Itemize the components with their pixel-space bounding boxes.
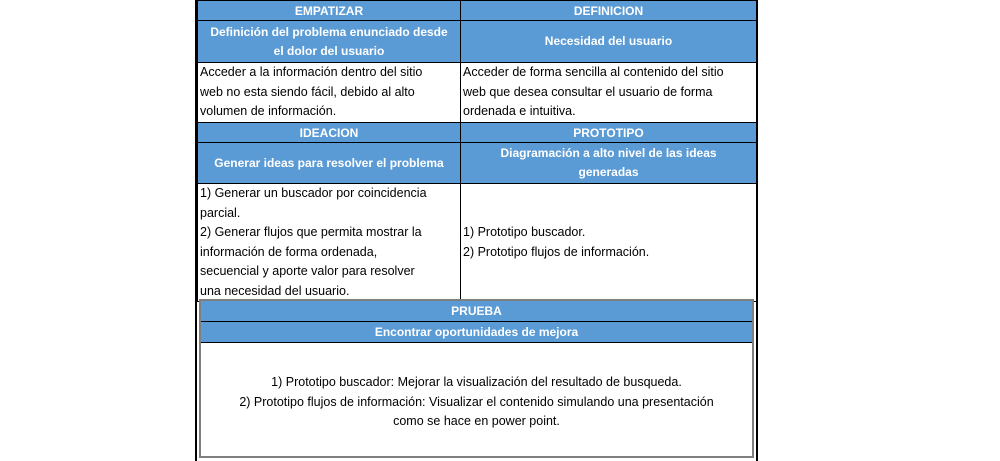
empatizar-subheader-line: el dolor del usuario bbox=[273, 43, 385, 58]
ideacion-body-line: información de forma ordenada, bbox=[200, 244, 378, 259]
definicion-body-line: Acceder de forma sencilla al contenido del sitio bbox=[463, 65, 724, 80]
prueba-body-line: como se hace en power point. bbox=[393, 414, 560, 428]
design-thinking-sheet bbox=[195, 0, 758, 461]
phases-table bbox=[197, 0, 757, 302]
prototipo-subheader bbox=[461, 143, 757, 184]
ideacion-body-line: secuencial y aporte valor para resolver bbox=[200, 264, 415, 278]
prueba-body-line: 2) Prototipo flujos de información: Visualizar el contenido simulando una presentación bbox=[239, 394, 714, 409]
prototipo-subheader-line: generadas bbox=[578, 165, 639, 179]
ideacion-body-line: 2) Generar flujos que permita mostrar la bbox=[200, 225, 422, 239]
empatizar-subheader-line: Definición del problema enunciado desde bbox=[210, 24, 448, 39]
prueba-body bbox=[201, 343, 752, 432]
definicion-body-line: web que desea consultar el usuario de forma bbox=[463, 84, 713, 99]
empatizar-header: EMPATIZAR bbox=[198, 1, 461, 21]
prototipo-body-line: 1) Prototipo buscador. bbox=[463, 225, 586, 239]
ideacion-header: IDEACION bbox=[198, 123, 461, 143]
prototipo-header: PROTOTIPO bbox=[461, 123, 757, 143]
ideacion-body-line: 1) Generar un buscador por coincidencia bbox=[200, 186, 427, 200]
definicion-header: DEFINICION bbox=[461, 1, 757, 21]
ideacion-body bbox=[198, 184, 461, 302]
definicion-body bbox=[461, 63, 757, 123]
ideacion-subheader: Generar ideas para resolver el problema bbox=[198, 143, 461, 184]
empatizar-body-line: Acceder a la información dentro del sitio bbox=[200, 65, 423, 80]
empatizar-subheader bbox=[198, 21, 461, 63]
prueba-section bbox=[199, 299, 754, 458]
definicion-body-line: ordenada e intuitiva. bbox=[463, 104, 576, 119]
prototipo-subheader-line: Diagramación a alto nivel de las ideas bbox=[500, 146, 717, 160]
ideacion-body-line: una necesidad del usuario. bbox=[200, 283, 350, 298]
prueba-header: PRUEBA bbox=[201, 301, 752, 322]
ideacion-body-line: parcial. bbox=[200, 205, 241, 220]
definicion-subheader: Necesidad del usuario bbox=[461, 21, 757, 63]
empatizar-body bbox=[198, 63, 461, 123]
prueba-subheader: Encontrar oportunidades de mejora bbox=[201, 322, 752, 343]
prototipo-body bbox=[461, 184, 757, 302]
prototipo-body-line: 2) Prototipo flujos de información. bbox=[463, 244, 650, 259]
empatizar-body-line: web no esta siendo fácil, debido al alto bbox=[200, 84, 415, 99]
prueba-body-line: 1) Prototipo buscador: Mejorar la visualización del resultado de busqueda. bbox=[271, 375, 682, 389]
empatizar-body-line: volumen de información. bbox=[200, 104, 337, 119]
